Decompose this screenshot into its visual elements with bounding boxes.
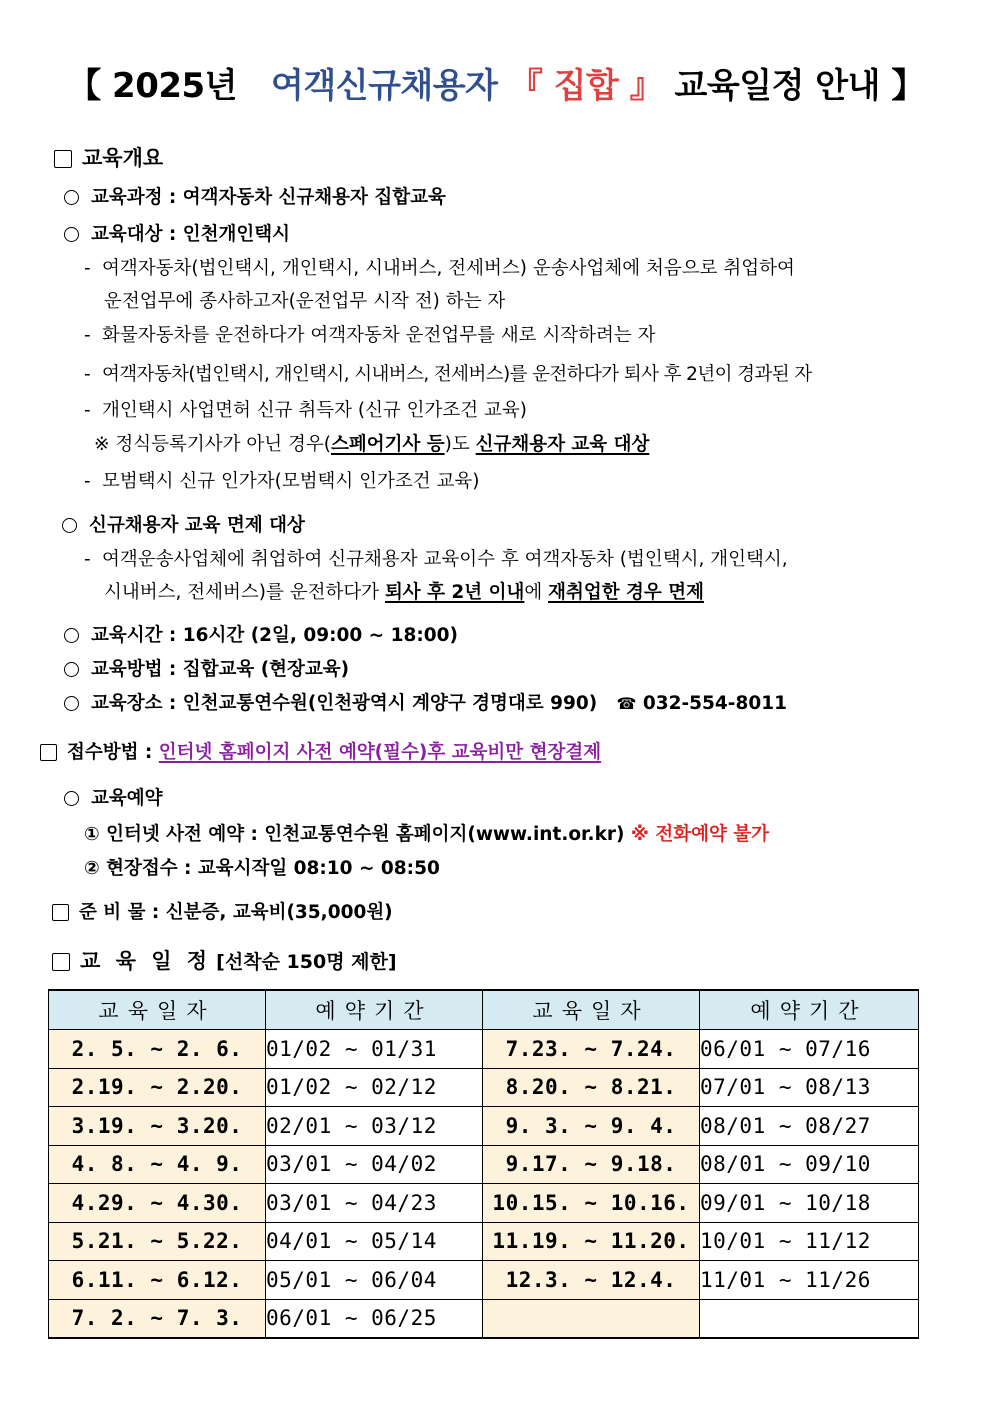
table-row (49, 1030, 919, 1069)
training-date: 12.3. ~ 12.4. (483, 1261, 700, 1300)
reservation-item: 교육예약 (64, 784, 162, 810)
circle-bullet-icon (64, 190, 79, 205)
training-date: 5.21. ~ 5.22. (49, 1222, 266, 1261)
reservation-period: 07/01 ~ 08/13 (700, 1068, 919, 1107)
circle-bullet-icon (64, 662, 79, 677)
training-date: 7.23. ~ 7.24. (483, 1030, 700, 1069)
reservation-period: 03/01 ~ 04/02 (266, 1145, 483, 1184)
circle-bullet-icon (62, 518, 77, 533)
phone-number: 032-554-8011 (642, 693, 787, 714)
checkbox-icon (52, 904, 69, 921)
target-line-5: - 모범택시 신규 인가자(모범택시 인가조건 교육) (84, 471, 480, 492)
phone-reservation-warning: ※ 전화예약 불가 (630, 824, 769, 845)
reservation-period: 09/01 ~ 10/18 (700, 1184, 919, 1223)
place-item: 교육장소 : 인천교통연수원(인천광역시 계양구 경명대로 990) ☎ 032-554-8011 (64, 689, 787, 715)
training-date: 10.15. ~ 10.16. (483, 1184, 700, 1223)
reservation-period: 05/01 ~ 06/04 (266, 1261, 483, 1300)
page-title: 【 2025년 여객신규채용자 『 집합 』 교육일정 안내 】 (67, 66, 925, 106)
circle-bullet-icon (64, 227, 79, 242)
target-line-1b: 운전업무에 종사하고자(운전업무 시작 전) 하는 자 (104, 291, 506, 312)
target-line-3: - 여객자동차(법인택시, 개인택시, 시내버스, 전세버스)를 운전하다가 퇴사 후 2년이 경과된 자 (84, 364, 812, 385)
checkbox-icon (54, 150, 72, 168)
reservation-period: 06/01 ~ 06/25 (266, 1299, 483, 1338)
exempt-line-1: - 여객운송사업체에 취업하여 신규채용자 교육이수 후 여객자동차 (법인택시, 개인택시, (84, 549, 788, 570)
training-date: 3.19. ~ 3.20. (49, 1107, 266, 1146)
title-emphasis: 『 집합 』 (508, 66, 664, 106)
training-date: 4. 8. ~ 4. 9. (49, 1145, 266, 1184)
circle-bullet-icon (64, 628, 79, 643)
table-row (49, 1068, 919, 1107)
reservation-period: 01/02 ~ 02/12 (266, 1068, 483, 1107)
target-line-2: - 화물자동차를 운전하다가 여객자동차 운전업무를 새로 시작하려는 자 (84, 325, 656, 346)
schedule-limit: [선착순 150명 제한] (216, 951, 397, 973)
reservation-period: 01/02 ~ 01/31 (266, 1030, 483, 1069)
training-date: 4.29. ~ 4.30. (49, 1184, 266, 1223)
table-row (49, 1107, 919, 1146)
reservation-period: 04/01 ~ 05/14 (266, 1222, 483, 1261)
table-row (49, 1184, 919, 1223)
course-item: 교육과정 : 여객자동차 신규채용자 집합교육 (64, 183, 446, 209)
header-date-1: 교육일자 (49, 990, 266, 1030)
reservation-period: 10/01 ~ 11/12 (700, 1222, 919, 1261)
reservation-period: 03/01 ~ 04/23 (266, 1184, 483, 1223)
training-date: 8.20. ~ 8.21. (483, 1068, 700, 1107)
time-item: 교육시간 : 16시간 (2일, 09:00 ~ 18:00) (64, 621, 458, 647)
training-date: 2.19. ~ 2.20. (49, 1068, 266, 1107)
schedule-table (48, 989, 919, 1339)
header-period-2: 예약기간 (700, 990, 919, 1030)
header-date-2: 교육일자 (483, 990, 700, 1030)
reception-value: 인터넷 홈페이지 사전 예약(필수)후 교육비만 현장결제 (158, 742, 602, 763)
reservation-onsite: ② 현장접수 : 교육시작일 08:10 ~ 08:50 (84, 858, 440, 879)
table-row (49, 1261, 919, 1300)
training-date: 7. 2. ~ 7. 3. (49, 1299, 266, 1338)
table-row (49, 1145, 919, 1184)
reservation-period: 08/01 ~ 08/27 (700, 1107, 919, 1146)
table-row (49, 1222, 919, 1261)
reception-item: 접수방법 : 인터넷 홈페이지 사전 예약(필수)후 교육비만 현장결제 (40, 738, 601, 764)
target-line-4: - 개인택시 사업면허 신규 취득자 (신규 인가조건 교육) (84, 400, 528, 421)
title-highlight: 여객신규채용자 (271, 66, 498, 106)
training-date: 6.11. ~ 6.12. (49, 1261, 266, 1300)
exempt-line-2: 시내버스, 전세버스)를 운전하다가 퇴사 후 2년 이내에 재취업한 경우 면제 (104, 582, 704, 603)
overview-heading: 교육개요 (54, 142, 163, 172)
table-header-row (49, 990, 919, 1030)
reservation-online: ① 인터넷 사전 예약 : 인천교통연수원 홈페이지(www.int.or.kr) ※ 전화예약 불가 (84, 824, 769, 845)
training-date: 2. 5. ~ 2. 6. (49, 1030, 266, 1069)
prep-item: 준 비 물 : 신분증, 교육비(35,000원) (52, 898, 393, 924)
reservation-period: 02/01 ~ 03/12 (266, 1107, 483, 1146)
training-date: 9.17. ~ 9.18. (483, 1145, 700, 1184)
checkbox-icon (40, 744, 57, 761)
reservation-period: 06/01 ~ 07/16 (700, 1030, 919, 1069)
training-date: 11.19. ~ 11.20. (483, 1222, 700, 1261)
target-item: 교육대상 : 인천개인택시 (64, 220, 290, 246)
checkbox-icon (52, 953, 70, 971)
method-item: 교육방법 : 집합교육 (현장교육) (64, 655, 349, 681)
training-date (483, 1299, 700, 1338)
exempt-item: 신규채용자 교육 면제 대상 (62, 511, 305, 537)
circle-bullet-icon (64, 696, 79, 711)
header-period-1: 예약기간 (266, 990, 483, 1030)
schedule-heading: 교 육 일 정 [선착순 150명 제한] (52, 945, 397, 975)
training-date: 9. 3. ~ 9. 4. (483, 1107, 700, 1146)
reservation-period (700, 1299, 919, 1338)
table-row (49, 1299, 919, 1338)
spare-driver-note: ※ 정식등록기사가 아닌 경우(스페어기사 등)도 신규채용자 교육 대상 (94, 434, 650, 455)
circle-bullet-icon (64, 791, 79, 806)
target-line-1: - 여객자동차(법인택시, 개인택시, 시내버스, 전세버스) 운송사업체에 처음으로 취업하여 (84, 258, 795, 279)
reservation-period: 08/01 ~ 09/10 (700, 1145, 919, 1184)
reservation-period: 11/01 ~ 11/26 (700, 1261, 919, 1300)
phone-icon: ☎ (616, 694, 637, 713)
